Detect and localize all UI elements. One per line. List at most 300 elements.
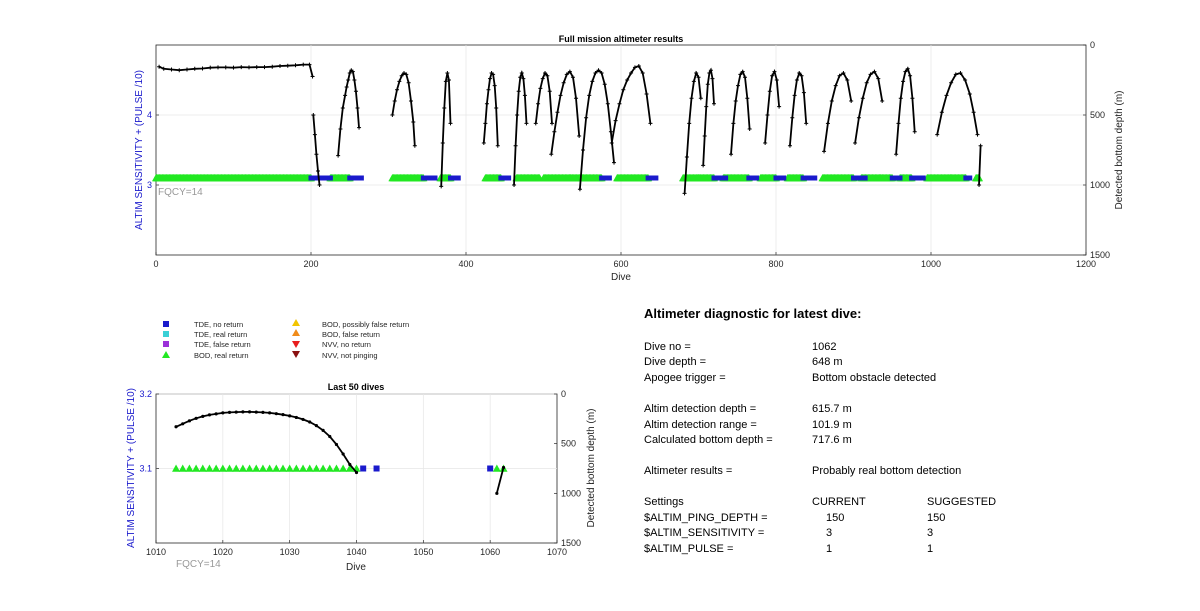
bottom-depth-point <box>683 191 687 195</box>
pulse-label: $ALTIM_PULSE = <box>644 543 734 555</box>
legend-tde-real-return-marker <box>163 331 169 337</box>
bottom-depth-point <box>261 411 264 414</box>
tde-no-return-marker <box>506 176 511 181</box>
top-chart-title: Full mission altimeter results <box>558 34 684 44</box>
bottom-depth-point <box>685 155 689 159</box>
bottom-bottom-depth-series <box>174 410 505 495</box>
bottom-depth-point <box>208 413 211 416</box>
bottom-depth-line <box>313 115 319 185</box>
bottom-depth-point <box>687 121 691 125</box>
bottom-depth-point <box>241 410 244 413</box>
bottom-depth-point <box>486 88 490 92</box>
bottom-depth-point <box>247 65 251 69</box>
bottom-depth-point <box>315 424 318 427</box>
altim-detection-range-label: Altim detection range = <box>644 419 757 431</box>
left-y-tick-label: 4 <box>146 110 152 120</box>
top-right-y-ticks <box>1083 40 1110 260</box>
dive-no-value: 1062 <box>812 341 837 353</box>
bottom-depth-point <box>174 425 177 428</box>
last-50-dives-chart <box>126 382 597 573</box>
altimeter-diagnostic-panel <box>644 306 1064 566</box>
bottom-depth-point <box>880 99 884 103</box>
bottom-depth-line <box>338 70 359 155</box>
bottom-depth-point <box>802 91 806 95</box>
x-tick-label: 1050 <box>413 547 434 557</box>
bod-real-return-marker <box>172 465 180 472</box>
bottom-depth-point <box>822 149 826 153</box>
bottom-depth-point <box>441 141 445 145</box>
bottom-fqcy-annotation: FQCY=14 <box>176 559 221 570</box>
bottom-bod-real-return-markers <box>172 465 507 472</box>
altim-detection-range-value: 101.9 m <box>812 419 852 431</box>
bod-real-return-marker <box>192 465 200 472</box>
left-y-tick-label: 3 <box>146 180 152 190</box>
bottom-depth-point <box>552 130 556 134</box>
bottom-depth-point <box>517 89 521 93</box>
bod-real-return-marker <box>312 465 320 472</box>
bottom-depth-point <box>342 452 345 455</box>
tde-no-return-marker <box>754 176 759 181</box>
altimeter-results-label: Altimeter results = <box>644 465 733 477</box>
bottom-depth-point <box>235 410 238 413</box>
tde-no-return-marker <box>456 176 461 181</box>
top-grid <box>156 45 1086 255</box>
bottom-depth-point <box>606 102 610 106</box>
bottom-depth-point <box>393 99 397 103</box>
legend <box>162 319 409 360</box>
altimeter-results-value: Probably real bottom detection <box>812 465 962 477</box>
x-tick-label: 1010 <box>145 547 167 557</box>
bottom-depth-point <box>255 65 259 69</box>
bottom-depth-point <box>263 65 267 69</box>
bottom-depth-point <box>321 429 324 432</box>
bod-real-return-marker <box>246 465 254 472</box>
bod-real-return-marker <box>219 465 227 472</box>
bottom-depth-point <box>224 65 228 69</box>
bottom-depth-point <box>549 152 553 156</box>
bottom-depth-point <box>736 84 740 88</box>
bottom-depth-point <box>411 120 415 124</box>
bottom-depth-point <box>550 121 554 125</box>
bottom-right-y-ticks <box>554 389 581 548</box>
x-tick-label: 0 <box>153 259 159 269</box>
bod-real-return-marker <box>226 465 234 472</box>
top-x-axis-label: Dive <box>610 272 632 283</box>
bottom-depth-point <box>407 81 411 85</box>
legend-bod-possibly-false-marker <box>292 319 300 326</box>
bottom-depth-point <box>603 82 607 86</box>
calculated-bottom-depth-label: Calculated bottom depth = <box>644 434 773 446</box>
bod-real-return-marker <box>239 465 247 472</box>
bottom-depth-point <box>731 121 735 125</box>
bottom-depth-point <box>690 96 694 100</box>
bottom-depth-point <box>768 89 772 93</box>
bottom-depth-point <box>354 89 358 93</box>
bod-real-return-marker <box>319 465 327 472</box>
left-y-tick-label: 3.2 <box>139 389 152 399</box>
bottom-depth-point <box>442 106 446 110</box>
bottom-depth-point <box>523 93 527 97</box>
bottom-depth-point <box>777 105 781 109</box>
top-right-y-axis-label: Detected bottom depth (m) <box>1114 90 1125 210</box>
bottom-depth-point <box>712 102 716 106</box>
right-y-tick-label: 1500 <box>1090 250 1111 260</box>
bottom-depth-point <box>301 418 304 421</box>
bottom-depth-point <box>765 113 769 117</box>
bottom-depth-point <box>584 116 588 120</box>
right-y-tick-label: 500 <box>561 438 577 449</box>
legend-nvv-not-pinging-marker <box>292 351 300 358</box>
bottom-depth-point <box>188 419 191 422</box>
bottom-depth-point <box>495 492 498 495</box>
bottom-depth-point <box>221 411 224 414</box>
bottom-depth-point <box>502 466 505 469</box>
bottom-depth-point <box>894 152 898 156</box>
bottom-depth-point <box>901 79 905 83</box>
altim-detection-depth-label: Altim detection depth = <box>644 403 757 415</box>
tde-no-return-marker <box>967 176 972 181</box>
bod-real-return-marker <box>252 465 260 472</box>
tde-no-return-marker <box>781 176 786 181</box>
tde-no-return-marker <box>374 466 380 472</box>
bottom-depth-point <box>935 133 939 137</box>
bottom-depth-point <box>645 92 649 96</box>
bod-real-return-marker <box>292 465 300 472</box>
bottom-depth-line <box>176 412 356 473</box>
bottom-depth-point <box>830 99 834 103</box>
legend-bod-false-return-marker <box>292 329 300 336</box>
ping-depth-suggested: 150 <box>927 512 946 524</box>
left-y-tick-label: 3.1 <box>139 463 152 474</box>
bottom-depth-point <box>706 82 710 86</box>
ping-depth-current: 150 <box>826 512 845 524</box>
legend-tde-no-return-marker <box>163 321 169 327</box>
bod-real-return-marker <box>205 465 213 472</box>
bottom-depth-point <box>496 144 500 148</box>
x-tick-label: 1070 <box>546 547 568 557</box>
bottom-depth-point <box>201 415 204 418</box>
bottom-depth-point <box>548 89 552 93</box>
bottom-depth-point <box>710 77 714 81</box>
tde-no-return-marker <box>360 466 366 472</box>
bottom-depth-line <box>731 72 750 155</box>
bottom-depth-point <box>346 78 350 82</box>
bottom-depth-point <box>352 78 356 82</box>
bottom-depth-point <box>793 93 797 97</box>
bottom-chart-title: Last 50 dives <box>327 382 385 392</box>
bottom-depth-point <box>311 113 315 117</box>
bottom-depth-point <box>977 183 981 187</box>
bottom-depth-point <box>216 65 220 69</box>
bod-real-return-marker <box>259 465 267 472</box>
bottom-depth-point <box>587 93 591 97</box>
right-y-tick-label: 500 <box>1090 110 1106 120</box>
bottom-depth-point <box>578 187 582 191</box>
x-tick-label: 400 <box>458 259 474 269</box>
tde-no-return-marker <box>328 176 333 181</box>
bottom-depth-point <box>896 121 900 125</box>
full-mission-chart <box>134 34 1125 283</box>
bottom-depth-point <box>748 127 752 131</box>
bottom-depth-point <box>316 169 320 173</box>
bottom-depth-point <box>355 471 358 474</box>
bottom-x-ticks <box>146 540 567 557</box>
bottom-depth-point <box>524 121 528 125</box>
legend-bod-false-return-label: BOD, false return <box>322 330 380 339</box>
legend-bod-real-return-marker <box>162 351 170 358</box>
bottom-depth-point <box>228 411 231 414</box>
bottom-depth-point <box>734 99 738 103</box>
bottom-depth-point <box>301 63 305 67</box>
bottom-depth-point <box>181 422 184 425</box>
bottom-depth-point <box>308 420 311 423</box>
bottom-depth-point <box>485 102 489 106</box>
bod-real-return-marker <box>199 465 207 472</box>
bottom-depth-point <box>314 152 318 156</box>
bottom-depth-point <box>729 152 733 156</box>
bottom-left-y-axis-label: ALTIM SENSITIVITY + (PULSE /10) <box>126 388 137 548</box>
legend-nvv-no-return-label: NVV, no return <box>322 340 371 349</box>
apogee-trigger-label: Apogee trigger = <box>644 372 726 384</box>
tde-no-return-marker <box>607 176 612 181</box>
bottom-depth-point <box>610 141 614 145</box>
bottom-depth-line <box>790 73 806 146</box>
bottom-depth-point <box>910 96 914 100</box>
bottom-depth-point <box>335 443 338 446</box>
bottom-depth-point <box>913 130 917 134</box>
tde-no-return-marker <box>863 176 868 181</box>
tde-no-return-marker <box>433 176 438 181</box>
bod-real-return-marker <box>232 465 240 472</box>
bottom-depth-point <box>972 110 976 114</box>
bottom-depth-point <box>790 116 794 120</box>
bottom-depth-point <box>239 65 243 69</box>
bottom-depth-point <box>788 144 792 148</box>
legend-tde-no-return-label: TDE, no return <box>194 320 244 329</box>
bottom-depth-line <box>484 73 498 146</box>
bottom-depth-point <box>343 93 347 97</box>
bottom-depth-point <box>976 133 980 137</box>
dive-depth-label: Dive depth = <box>644 356 707 368</box>
bottom-depth-point <box>185 68 189 72</box>
bottom-depth-point <box>208 66 212 70</box>
bod-real-return-marker <box>179 465 187 472</box>
bottom-depth-point <box>648 121 652 125</box>
bod-real-return-marker <box>299 465 307 472</box>
bottom-depth-point <box>494 106 498 110</box>
bottom-depth-point <box>345 85 349 89</box>
bod-real-return-marker <box>272 465 280 472</box>
bottom-depth-point <box>288 414 291 417</box>
bottom-depth-point <box>512 183 516 187</box>
bottom-depth-point <box>857 116 861 120</box>
bottom-depth-point <box>979 144 983 148</box>
bod-real-return-marker <box>326 465 334 472</box>
bottom-depth-line <box>612 66 651 143</box>
bottom-depth-point <box>449 121 453 125</box>
bottom-depth-point <box>338 127 342 131</box>
bottom-depth-point <box>278 64 282 68</box>
bottom-x-axis-label: Dive <box>345 562 367 573</box>
bottom-depth-point <box>215 412 218 415</box>
x-tick-label: 1040 <box>346 547 367 557</box>
bottom-depth-point <box>356 106 360 110</box>
bottom-depth-point <box>849 99 853 103</box>
bottom-depth-point <box>861 96 865 100</box>
bod-real-return-marker <box>266 465 274 472</box>
bod-real-return-marker <box>279 465 287 472</box>
top-left-y-axis-label: ALTIM SENSITIVITY + (PULSE /10) <box>134 70 145 230</box>
x-tick-label: 1060 <box>480 547 501 557</box>
bottom-depth-line <box>937 73 977 135</box>
bottom-depth-point <box>390 113 394 117</box>
bottom-depth-point <box>853 141 857 145</box>
bottom-depth-point <box>275 412 278 415</box>
bottom-depth-point <box>445 71 449 75</box>
bottom-depth-point <box>534 121 538 125</box>
bottom-depth-point <box>612 161 616 165</box>
bottom-depth-line <box>441 73 450 186</box>
sensitivity-suggested: 3 <box>927 527 934 539</box>
x-tick-label: 1200 <box>1075 259 1097 269</box>
tde-no-return-marker <box>653 176 658 181</box>
diagnostic-title: Altimeter diagnostic for latest dive: <box>644 306 862 321</box>
legend-nvv-no-return-marker <box>292 341 300 348</box>
bottom-right-y-axis-label: Detected bottom depth (m) <box>586 408 597 528</box>
bottom-depth-point <box>318 183 322 187</box>
right-y-tick-label: 1000 <box>1090 180 1111 190</box>
bottom-depth-line <box>580 70 614 189</box>
bottom-depth-point <box>775 78 779 82</box>
dive-no-label: Dive no = <box>644 341 691 353</box>
bottom-depth-point <box>313 133 317 137</box>
bottom-depth-line <box>896 69 915 154</box>
bottom-depth-point <box>193 67 197 71</box>
pulse-suggested: 1 <box>927 543 934 555</box>
bottom-depth-point <box>357 126 361 130</box>
suggested-header: SUGGESTED <box>927 496 997 508</box>
bottom-depth-point <box>270 65 274 69</box>
right-y-tick-label: 1500 <box>561 538 582 548</box>
tde-no-return-marker <box>898 176 903 181</box>
bottom-depth-point <box>940 110 944 114</box>
bottom-depth-point <box>248 410 251 413</box>
bottom-depth-point <box>268 411 271 414</box>
bottom-depth-point <box>286 64 290 68</box>
tde-no-return-marker <box>812 176 817 181</box>
bottom-depth-point <box>232 66 236 70</box>
bottom-depth-point <box>201 67 205 71</box>
bottom-depth-point <box>745 96 749 100</box>
pulse-current: 1 <box>826 543 833 555</box>
bottom-depth-point <box>348 463 351 466</box>
bottom-depth-point <box>699 96 703 100</box>
bottom-depth-point <box>701 163 705 167</box>
bottom-depth-point <box>763 141 767 145</box>
bod-real-return-marker <box>212 465 220 472</box>
bod-real-return-marker <box>286 465 294 472</box>
bottom-depth-point <box>804 121 808 125</box>
bottom-depth-point <box>515 113 519 117</box>
bottom-depth-point <box>536 102 540 106</box>
bottom-depth-point <box>514 144 518 148</box>
x-tick-label: 200 <box>303 259 319 269</box>
bottom-depth-point <box>482 141 486 145</box>
bottom-depth-point <box>170 68 174 72</box>
top-x-ticks <box>153 252 1096 269</box>
tde-no-return-marker <box>359 176 364 181</box>
bottom-depth-point <box>177 68 181 72</box>
bod-real-return-marker <box>493 465 501 472</box>
bottom-depth-line <box>824 73 851 151</box>
bottom-depth-line <box>551 72 579 155</box>
bottom-depth-point <box>395 88 399 92</box>
bottom-depth-point <box>574 96 578 100</box>
legend-bod-possibly-false-label: BOD, possibly false return <box>322 320 410 329</box>
bottom-depth-point <box>281 413 284 416</box>
bottom-depth-point <box>908 74 912 78</box>
apogee-trigger-value: Bottom obstacle detected <box>812 372 937 384</box>
tde-no-return-marker <box>723 176 728 181</box>
bottom-depth-point <box>555 110 559 114</box>
bottom-depth-line <box>514 73 527 185</box>
altim-detection-depth-value: 615.7 m <box>812 403 852 415</box>
bottom-depth-point <box>483 121 487 125</box>
tde-no-return-marker <box>487 466 493 472</box>
sensitivity-label: $ALTIM_SENSITIVITY = <box>644 527 765 539</box>
bottom-depth-point <box>899 96 903 100</box>
bottom-depth-point <box>581 148 585 152</box>
top-fqcy-annotation: FQCY=14 <box>158 187 203 198</box>
bottom-depth-point <box>692 79 696 83</box>
bottom-depth-point <box>614 119 618 123</box>
bod-real-return-marker <box>332 465 340 472</box>
legend-tde-false-return-label: TDE, false return <box>194 340 251 349</box>
bottom-depth-point <box>413 144 417 148</box>
bottom-depth-point <box>703 134 707 138</box>
bottom-depth-point <box>538 86 542 90</box>
bottom-depth-point <box>968 92 972 96</box>
bottom-depth-line <box>536 73 552 123</box>
sensitivity-current: 3 <box>826 527 833 539</box>
bottom-depth-point <box>409 99 413 103</box>
bottom-depth-point <box>328 435 331 438</box>
dive-depth-value: 648 m <box>812 356 843 368</box>
bottom-depth-point <box>609 130 613 134</box>
legend-nvv-not-pinging-label: NVV, not pinging <box>322 351 378 360</box>
calculated-bottom-depth-value: 717.6 m <box>812 434 852 446</box>
bottom-depth-point <box>493 84 497 88</box>
bottom-depth-line <box>392 73 414 146</box>
legend-bod-real-return-label: BOD, real return <box>194 351 249 360</box>
legend-tde-false-return-marker <box>163 341 169 347</box>
bottom-depth-line <box>159 65 313 77</box>
right-y-tick-label: 0 <box>1090 40 1096 50</box>
bottom-depth-point <box>255 410 258 413</box>
current-header: CURRENT <box>812 496 866 508</box>
bottom-depth-point <box>195 417 198 420</box>
bod-real-return-marker <box>185 465 193 472</box>
bod-real-return-marker <box>339 465 347 472</box>
bottom-depth-point <box>295 416 298 419</box>
tde-no-return-marker <box>921 176 926 181</box>
ping-depth-label: $ALTIM_PING_DEPTH = <box>644 512 768 524</box>
bottom-depth-point <box>488 77 492 81</box>
right-y-tick-label: 0 <box>561 389 567 399</box>
x-tick-label: 1000 <box>920 259 942 269</box>
bottom-depth-point <box>704 105 708 109</box>
bottom-depth-point <box>336 154 340 158</box>
